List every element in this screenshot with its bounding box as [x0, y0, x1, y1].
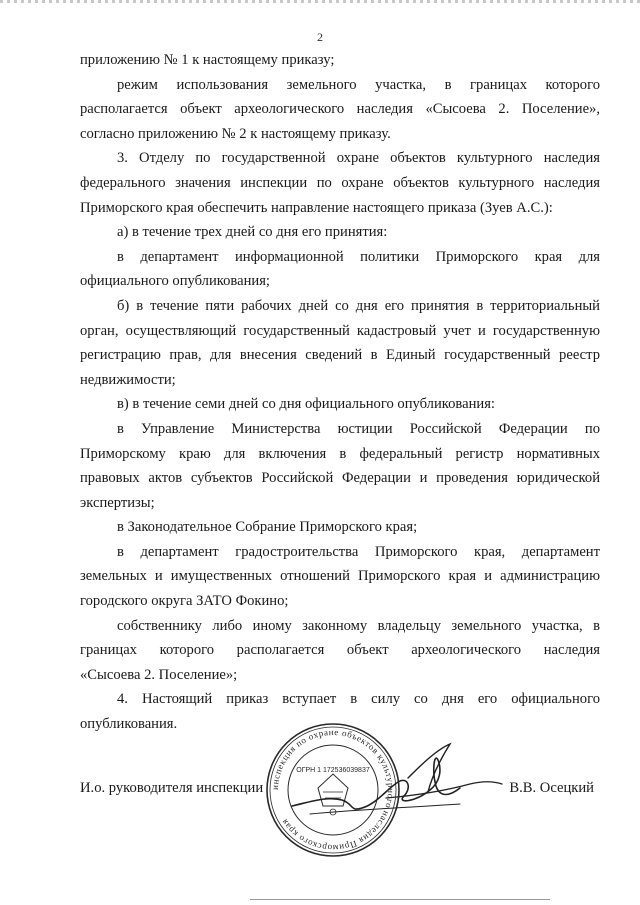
text-line: в) в течение семи дней со дня официального опубликования: — [117, 396, 495, 413]
text-line: в Законодательное Собрание Приморского края; — [117, 519, 418, 536]
text-line: 4. Настоящий приказ вступает в силу со дня его официального — [117, 691, 600, 708]
seal-ring-text: инспекция по охране объектов культурного наследия Приморского края — [269, 726, 397, 854]
page-number: 2 — [317, 30, 323, 44]
scan-bottom-edge — [250, 899, 550, 900]
text-line: согласно приложению № 2 к настоящему приказу. — [80, 125, 391, 142]
text-line: в Управление Министерства юстиции Российской Федерации по — [117, 420, 600, 437]
signatory-name: В.В. Осецкий — [509, 780, 594, 796]
text-line: а) в течение трех дней со дня его принятия: — [117, 224, 388, 241]
text-line: Приморского края обеспечить направление настоящего приказа (Зуев А.С.): — [80, 199, 553, 216]
text-line: границах которого располагается объект археологического наследия — [80, 642, 600, 659]
text-line: земельных и имущественных отношений Приморского края и администрацию — [80, 568, 600, 585]
text-line: правовых актов субъектов Российской Федерации и проведения юридической — [80, 470, 600, 487]
text-line: регистрацию прав, для внесения сведений в Единый государственный реестр — [80, 347, 600, 364]
text-line: недвижимости; — [80, 371, 176, 388]
text-line: б) в течение пяти рабочих дней со дня его принятия в территориальный — [117, 297, 600, 314]
text-line: федерального значения инспекции по охране объектов культурного наследия — [80, 174, 600, 191]
text-line: официального опубликования; — [80, 273, 270, 290]
text-line: экспертизы; — [80, 494, 155, 511]
signature-block — [80, 780, 600, 810]
text-line: опубликования. — [80, 716, 178, 733]
text-line: приложению № 1 к настоящему приказу; — [80, 52, 335, 68]
text-line: в департамент информационной политики Приморского края для — [117, 248, 600, 265]
document-body — [80, 48, 600, 737]
text-line: режим использования земельного участка, в границах которого — [117, 76, 600, 93]
text-line: собственнику либо иному законному владельцу земельного участка, в — [117, 617, 600, 634]
text-line: Приморскому краю для включения в федеральный регистр нормативных — [80, 445, 600, 462]
text-line: орган, осуществляющий государственный кадастровый учет и государственную — [80, 322, 600, 339]
seal-inner-text: ОГРН 1 172536039837 — [296, 767, 370, 774]
text-line: городского округа ЗАТО Фокино; — [80, 593, 289, 610]
signatory-title: И.о. руководителя инспекции — [80, 780, 264, 796]
scan-top-edge — [0, 0, 640, 3]
text-line: в департамент градостроительства Приморского края, департамент — [117, 543, 600, 560]
text-line: «Сысоева 2. Поселение»; — [80, 666, 238, 683]
text-line: располагается объект археологического наследия «Сысоева 2. Поселение», — [80, 101, 600, 118]
text-line: 3. Отделу по государственной охране объектов культурного наследия — [117, 150, 600, 167]
